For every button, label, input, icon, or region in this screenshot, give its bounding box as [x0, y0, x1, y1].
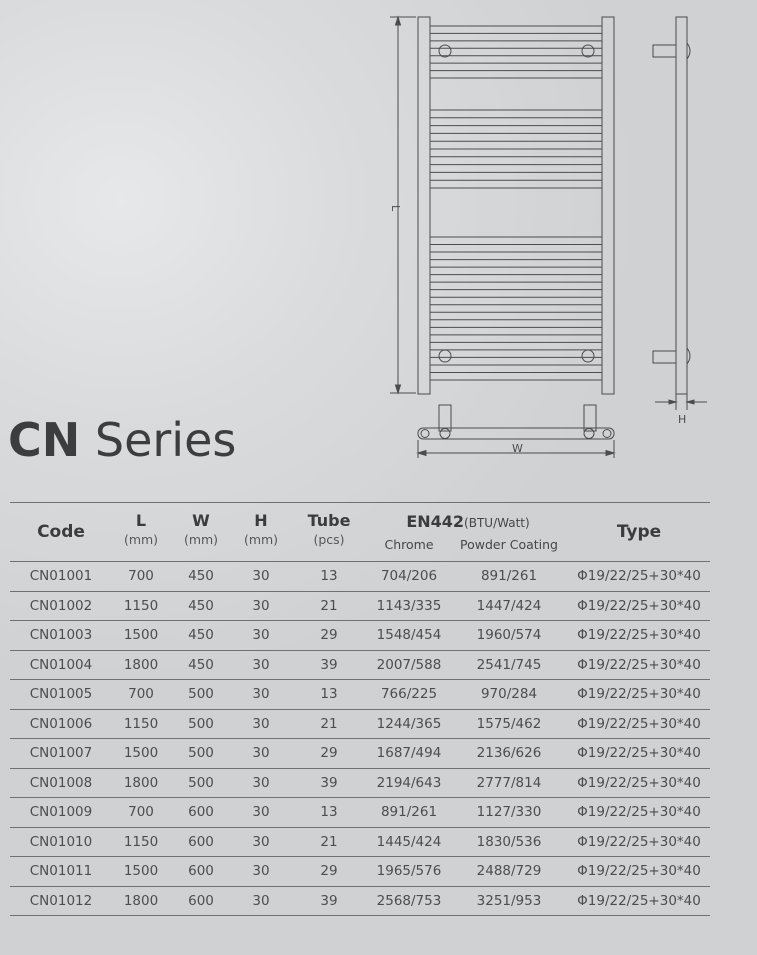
cell-code: CN01010	[29, 833, 93, 850]
cell-chrome: 1244/365	[376, 715, 442, 732]
cell-type: Φ19/22/25+30*40	[577, 833, 701, 850]
cell-w: 600	[188, 833, 214, 850]
table-row	[10, 680, 710, 710]
cell-chrome: 1548/454	[376, 627, 442, 644]
series-title-bold: CN	[8, 413, 81, 467]
en442-unit: (BTU/Watt)	[464, 516, 530, 530]
cell-tube: 39	[320, 774, 338, 791]
cell-h: 30	[252, 656, 270, 673]
cell-chrome: 2007/588	[376, 656, 442, 673]
cell-tube: 13	[320, 804, 338, 821]
cell-l: 1800	[123, 656, 159, 673]
rail-group-middle	[430, 110, 602, 188]
header-en442	[368, 503, 568, 561]
cell-tube: 21	[320, 715, 338, 732]
cell-w: 450	[188, 627, 214, 644]
cell-tube: 29	[320, 745, 338, 762]
cell-code: CN01003	[29, 627, 93, 644]
cell-w: 500	[188, 774, 214, 791]
cell-type: Φ19/22/25+30*40	[577, 804, 701, 821]
cell-chrome: 891/261	[380, 804, 438, 821]
cell-w: 500	[188, 686, 214, 703]
cell-l: 1800	[123, 892, 159, 909]
table-row	[10, 887, 710, 917]
cell-l: 1800	[123, 774, 159, 791]
cell-tube: 13	[320, 568, 338, 585]
cell-h: 30	[252, 745, 270, 762]
cell-l: 1150	[123, 597, 159, 614]
cell-type: Φ19/22/25+30*40	[577, 715, 701, 732]
towel-radiator-drawing	[0, 0, 757, 470]
series-title-light: Series	[94, 413, 237, 467]
cell-l: 1500	[123, 627, 159, 644]
cell-powder: 2136/626	[476, 745, 542, 762]
cell-code: CN01011	[29, 863, 93, 880]
height-label: H	[678, 413, 687, 426]
cell-powder: 1127/330	[476, 804, 542, 821]
cell-w: 500	[188, 715, 214, 732]
cell-w: 600	[188, 804, 214, 821]
cell-code: CN01006	[29, 715, 93, 732]
cell-tube: 21	[320, 597, 338, 614]
cell-type: Φ19/22/25+30*40	[577, 774, 701, 791]
cell-chrome: 1445/424	[376, 833, 442, 850]
cell-h: 30	[252, 568, 270, 585]
cell-powder: 2541/745	[476, 656, 542, 673]
cell-h: 30	[252, 863, 270, 880]
table-row	[10, 710, 710, 740]
cell-tube: 39	[320, 892, 338, 909]
series-title	[8, 412, 236, 468]
cell-chrome: 1143/335	[376, 597, 442, 614]
header-length: L (mm)	[123, 511, 159, 547]
cell-tube: 13	[320, 686, 338, 703]
cell-type: Φ19/22/25+30*40	[577, 568, 701, 585]
header-height: H (mm)	[243, 511, 279, 547]
cell-w: 500	[188, 745, 214, 762]
cell-tube: 29	[320, 863, 338, 880]
table-row	[10, 798, 710, 828]
cell-powder: 1960/574	[476, 627, 542, 644]
spec-table-body	[10, 561, 710, 916]
cell-tube: 21	[320, 833, 338, 850]
cell-type: Φ19/22/25+30*40	[577, 892, 701, 909]
table-row	[10, 739, 710, 769]
cell-code: CN01008	[29, 774, 93, 791]
cell-code: CN01012	[29, 892, 93, 909]
cell-powder: 1575/462	[476, 715, 542, 732]
cell-h: 30	[252, 892, 270, 909]
connector-bottom-left	[439, 350, 451, 362]
length-label: L	[389, 205, 402, 212]
cell-type: Φ19/22/25+30*40	[577, 686, 701, 703]
cell-l: 1150	[123, 833, 159, 850]
cell-code: CN01001	[29, 568, 93, 585]
connector-bottom-right	[582, 350, 594, 362]
cell-w: 450	[188, 597, 214, 614]
cell-chrome: 1687/494	[376, 745, 442, 762]
cell-l: 700	[128, 804, 154, 821]
cell-powder: 891/261	[480, 568, 538, 585]
front-view	[418, 17, 614, 394]
cell-h: 30	[252, 804, 270, 821]
cell-l: 700	[128, 686, 154, 703]
side-view	[653, 17, 707, 410]
cell-chrome: 766/225	[380, 686, 438, 703]
cell-h: 30	[252, 597, 270, 614]
cell-w: 450	[188, 656, 214, 673]
table-row	[10, 621, 710, 651]
header-chrome: Chrome	[384, 537, 434, 552]
rail-group-bottom	[430, 237, 602, 380]
cell-w: 450	[188, 568, 214, 585]
cell-l: 1150	[123, 715, 159, 732]
cell-h: 30	[252, 715, 270, 732]
table-row	[10, 562, 710, 592]
cell-tube: 29	[320, 627, 338, 644]
cell-code: CN01004	[29, 656, 93, 673]
cell-type: Φ19/22/25+30*40	[577, 627, 701, 644]
table-row	[10, 592, 710, 622]
cell-type: Φ19/22/25+30*40	[577, 597, 701, 614]
cell-type: Φ19/22/25+30*40	[577, 656, 701, 673]
cell-l: 1500	[123, 863, 159, 880]
cell-code: CN01009	[29, 804, 93, 821]
cell-powder: 3251/953	[476, 892, 542, 909]
cell-powder: 970/284	[480, 686, 538, 703]
width-label: W	[512, 442, 523, 455]
header-powder-coating: Powder Coating	[460, 537, 558, 552]
header-width: W (mm)	[183, 511, 219, 547]
cell-code: CN01005	[29, 686, 93, 703]
table-row	[10, 769, 710, 799]
cell-code: CN01002	[29, 597, 93, 614]
cell-w: 600	[188, 863, 214, 880]
header-code: Code	[37, 522, 85, 542]
cell-code: CN01007	[29, 745, 93, 762]
table-row	[10, 857, 710, 887]
cell-h: 30	[252, 686, 270, 703]
connector-top-left	[439, 45, 451, 57]
cell-tube: 39	[320, 656, 338, 673]
cell-l: 700	[128, 568, 154, 585]
table-row	[10, 828, 710, 858]
cell-chrome: 704/206	[380, 568, 438, 585]
cell-w: 600	[188, 892, 214, 909]
cell-chrome: 1965/576	[376, 863, 442, 880]
cell-l: 1500	[123, 745, 159, 762]
cell-h: 30	[252, 833, 270, 850]
table-row	[10, 651, 710, 681]
cell-chrome: 2194/643	[376, 774, 442, 791]
rail-group-top	[430, 26, 602, 78]
cell-powder: 2777/814	[476, 774, 542, 791]
header-type: Type	[616, 522, 662, 542]
cell-powder: 2488/729	[476, 863, 542, 880]
cell-type: Φ19/22/25+30*40	[577, 863, 701, 880]
cell-chrome: 2568/753	[376, 892, 442, 909]
en442-label: EN442	[406, 512, 465, 531]
cell-type: Φ19/22/25+30*40	[577, 745, 701, 762]
cell-powder: 1830/536	[476, 833, 542, 850]
cell-h: 30	[252, 774, 270, 791]
header-tube: Tube (pcs)	[307, 511, 351, 547]
connector-top-right	[582, 45, 594, 57]
cell-powder: 1447/424	[476, 597, 542, 614]
cell-h: 30	[252, 627, 270, 644]
